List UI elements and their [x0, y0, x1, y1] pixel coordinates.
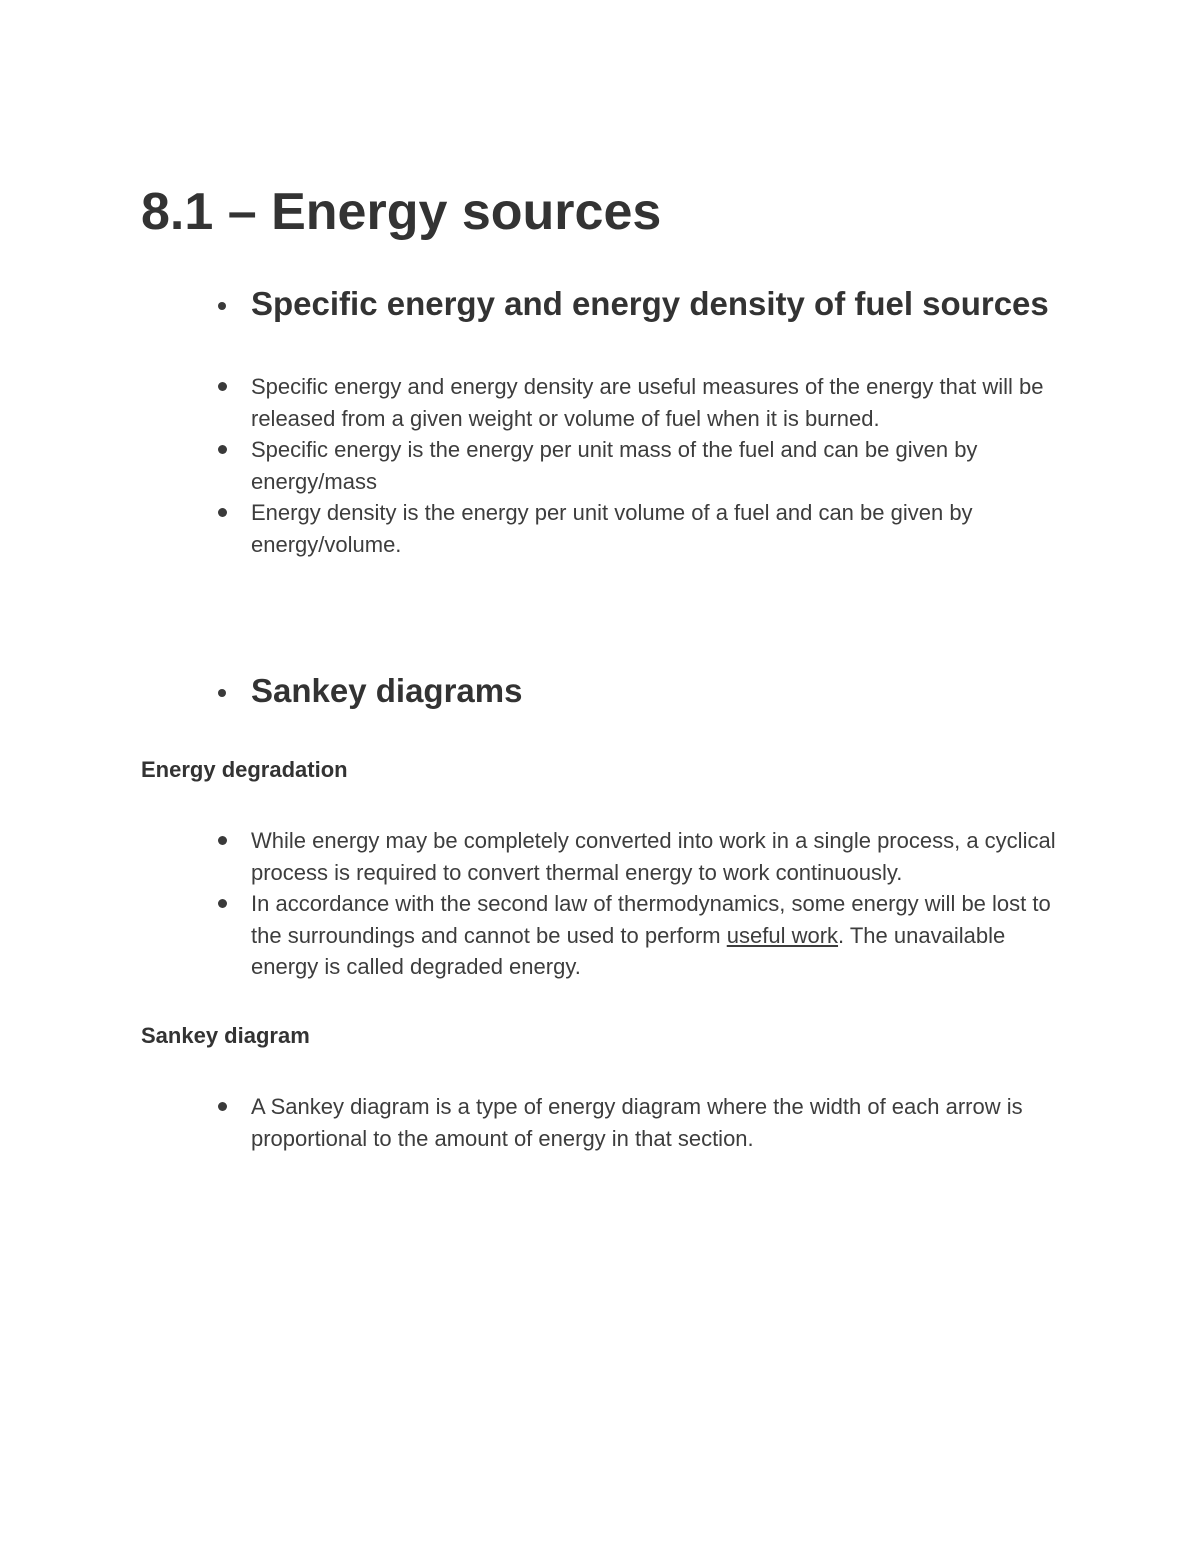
bullet-icon: [218, 899, 227, 908]
list-item: [0, 280, 1061, 327]
section-heading-specific-energy: Specific energy and energy density of fuel sources: [251, 285, 1049, 322]
list-item: [0, 825, 1061, 888]
list-item: [0, 1091, 1061, 1154]
sankey-diagram-bullet-list: [0, 1091, 1061, 1154]
bullet-text: A Sankey diagram is a type of energy diagram where the width of each arrow is proportional to the amount of energy in that section.: [251, 1094, 1023, 1151]
bullet-icon: [218, 302, 226, 310]
bullet-icon: [218, 836, 227, 845]
bullet-icon: [218, 508, 227, 517]
section-heading-sankey-diagrams: Sankey diagrams: [251, 672, 523, 709]
specific-energy-bullet-list: [0, 371, 1061, 560]
list-item: [0, 434, 1061, 497]
page-title: 8.1 – Energy sources: [141, 183, 662, 241]
bullet-text: Specific energy and energy density are useful measures of the energy that will be released from a given weight or volume of fuel when it is burned.: [251, 374, 1044, 431]
bullet-icon: [218, 445, 227, 454]
list-item: [0, 497, 1061, 560]
bullet-text: Specific energy is the energy per unit mass of the fuel and can be given by energy/mass: [251, 437, 978, 494]
bullet-text: Energy density is the energy per unit volume of a fuel and can be given by energy/volume.: [251, 500, 973, 557]
subheading-energy-degradation: Energy degradation: [141, 757, 348, 782]
bullet-text-part: In accordance with the second law of thermodynamics, some energy will be lost to the surroundings and cannot be used to perform: [251, 891, 1051, 948]
list-item: [0, 667, 1061, 714]
bullet-icon: [218, 1102, 227, 1111]
subheading-sankey-diagram: Sankey diagram: [141, 1023, 310, 1048]
bullet-text: While energy may be completely converted into work in a single process, a cyclical process is required to convert thermal energy to work continuously.: [251, 828, 1056, 885]
bullet-icon: [218, 382, 227, 391]
section-heading-list: [0, 280, 1061, 327]
bullet-text-part: . The unavailable energy is called degraded energy.: [251, 922, 1006, 979]
bullet-icon: [218, 689, 226, 697]
section-heading-list: [0, 667, 1061, 714]
energy-degradation-bullet-list: [0, 825, 1061, 983]
useful-work-link[interactable]: useful work: [726, 922, 839, 948]
bullet-text: [251, 891, 1051, 979]
list-item: [0, 888, 1061, 983]
list-item: [0, 371, 1061, 434]
